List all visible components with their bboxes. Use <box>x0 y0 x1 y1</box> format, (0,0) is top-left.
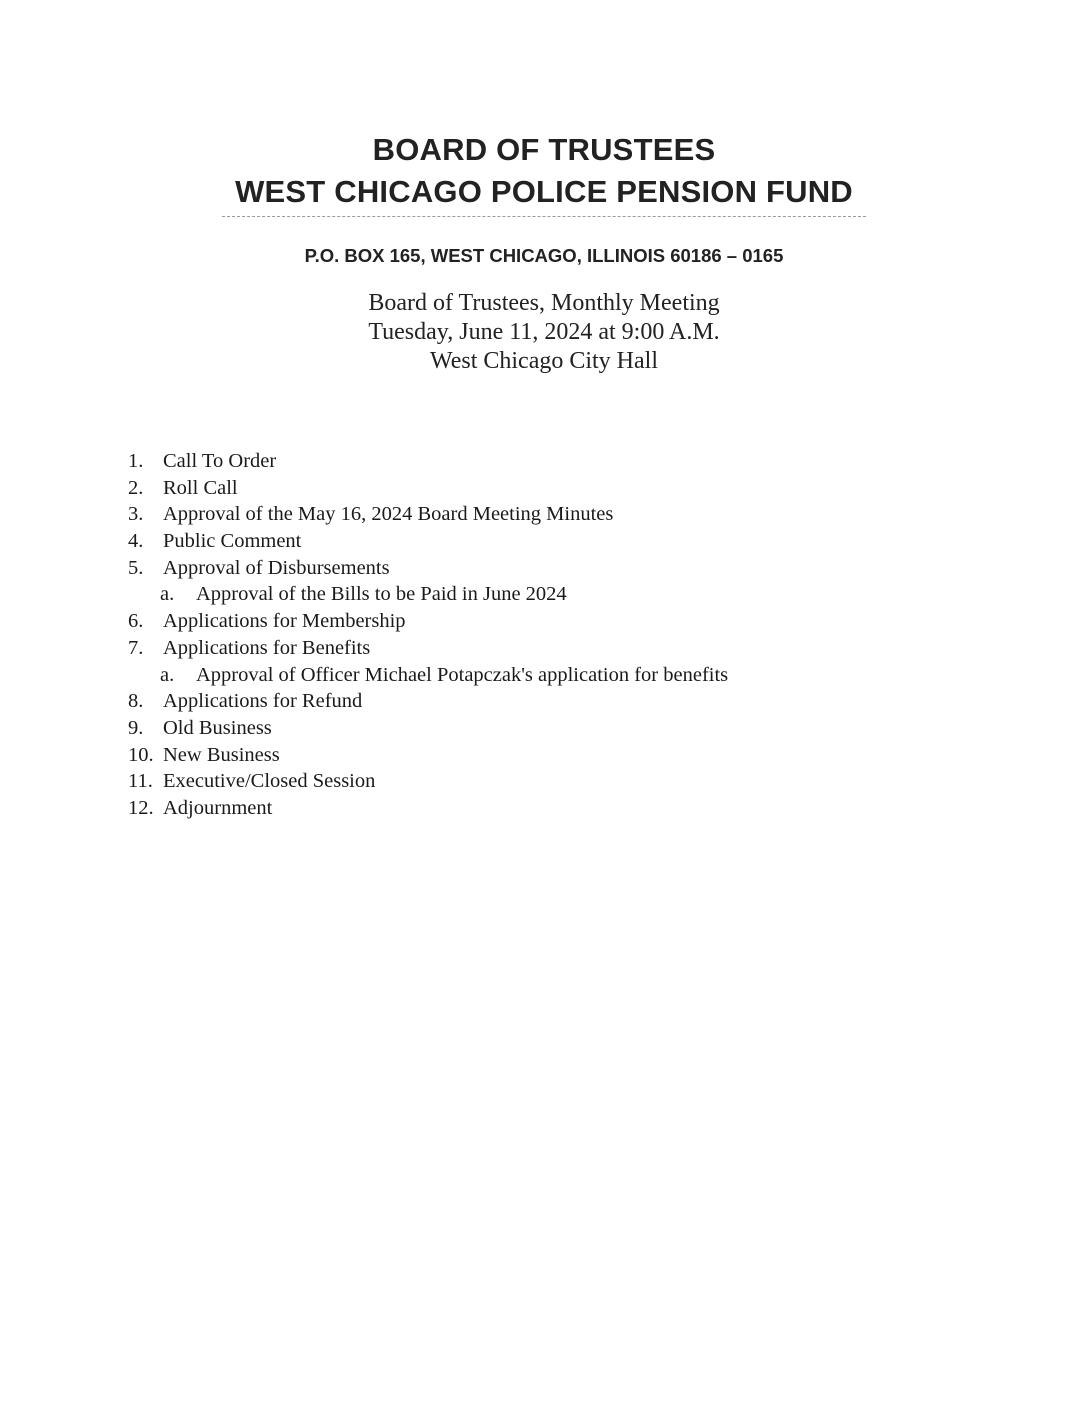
agenda-item-text: Approval of Disbursements <box>163 556 390 579</box>
agenda-subitem-text: Approval of the Bills to be Paid in June 2024 <box>196 583 567 606</box>
meeting-info <box>0 289 1088 376</box>
agenda-item-text: Applications for Refund <box>163 690 363 713</box>
agenda-item-text: Approval of the May 16, 2024 Board Meeting Minutes <box>163 503 614 526</box>
agenda-item-number: 7. <box>128 636 144 659</box>
agenda-item-text: Old Business <box>163 716 272 739</box>
agenda-item-number: 6. <box>128 610 144 633</box>
meeting-name: Board of Trustees, Monthly Meeting <box>368 290 720 316</box>
agenda-item-number: 12. <box>128 796 154 819</box>
agenda-subitem-letter: a. <box>160 663 175 686</box>
agenda-item <box>0 501 1088 528</box>
agenda-item <box>0 448 1088 475</box>
agenda-item <box>0 795 1088 822</box>
agenda-item-text: Adjournment <box>163 796 273 819</box>
agenda-item-number: 5. <box>128 556 144 579</box>
agenda-item-number: 1. <box>128 450 144 472</box>
agenda-list <box>0 448 1088 822</box>
agenda-item-text: Applications for Benefits <box>163 636 371 659</box>
agenda-item <box>0 688 1088 715</box>
agenda-item <box>0 742 1088 769</box>
mailing-address: P.O. BOX 165, WEST CHICAGO, ILLINOIS 60186 – 0165 <box>304 245 784 266</box>
agenda-item-text: Call To Order <box>163 450 277 472</box>
agenda-item <box>0 528 1088 555</box>
agenda-item-text: New Business <box>163 743 280 766</box>
agenda-subitem-letter: a. <box>160 583 175 606</box>
agenda-item <box>0 475 1088 502</box>
agenda-item-number: 11. <box>128 770 153 793</box>
meeting-location: West Chicago City Hall <box>429 348 659 374</box>
agenda-item-number: 2. <box>128 476 144 499</box>
agenda-item <box>0 555 1088 582</box>
agenda-item-number: 3. <box>128 503 144 526</box>
agenda-item-number: 9. <box>128 716 144 739</box>
agenda-item-text: Executive/Closed Session <box>163 770 376 793</box>
agenda-item <box>0 768 1088 795</box>
agenda-item <box>0 715 1088 742</box>
agenda-item-text: Public Comment <box>163 530 302 553</box>
agenda-item-number: 10. <box>128 743 154 766</box>
agenda-item-number: 8. <box>128 690 144 713</box>
agenda-item <box>0 635 1088 662</box>
meeting-datetime: Tuesday, June 11, 2024 at 9:00 A.M. <box>368 319 720 345</box>
agenda-subitem <box>0 581 1088 608</box>
document-title: BOARD OF TRUSTEES <box>372 132 716 167</box>
agenda-subitem-text: Approval of Officer Michael Potapczak's application for benefits <box>196 663 729 686</box>
agenda-subitem <box>0 662 1088 689</box>
agenda-item-text: Applications for Membership <box>163 610 406 633</box>
agenda-item-number: 4. <box>128 530 144 553</box>
agenda-item-text: Roll Call <box>163 476 238 499</box>
header-divider <box>222 216 866 217</box>
fund-name: WEST CHICAGO POLICE PENSION FUND <box>235 174 853 209</box>
agenda-item <box>0 608 1088 635</box>
